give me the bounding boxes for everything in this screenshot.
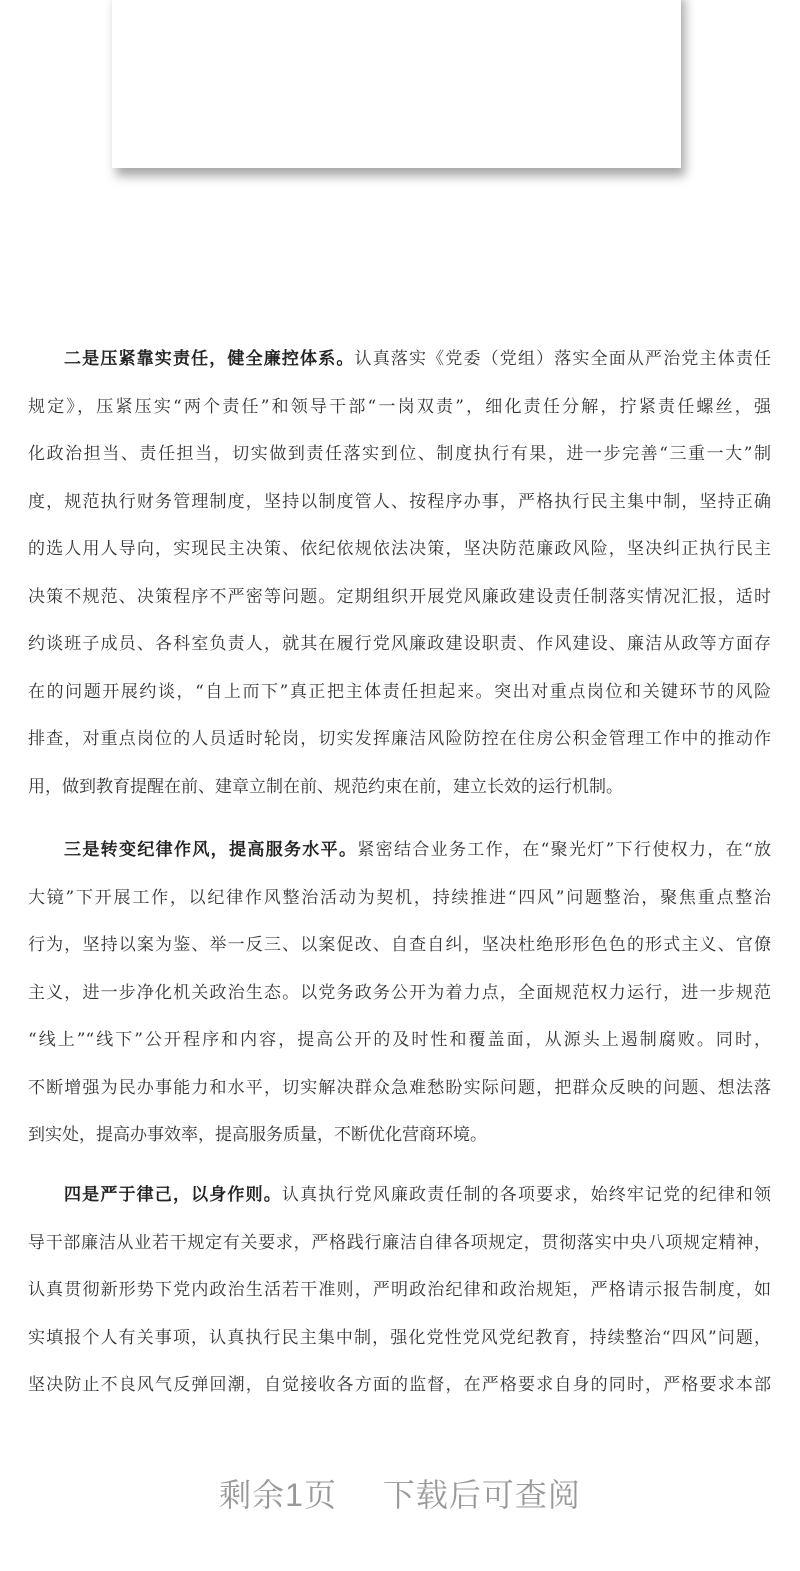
remaining-pages-label: 剩余1页 (219, 1477, 337, 1513)
paragraph-line (28, 395, 771, 419)
paragraph-text: 坚决防止不良风气反弹回潮，自觉接收各方面的监督，在严格要求自身的同时，严格要求本部 (28, 1375, 771, 1395)
paragraph-text: 实填报个人有关事项，认真执行民主集中制，强化党性党风党纪教育，持续整治“四风”问题， (28, 1327, 771, 1348)
download-prompt[interactable] (0, 1470, 800, 1516)
paragraph-text: 度，规范执行财务管理制度，坚持以制度管人、按程序办事，严格执行民主集中制，坚持正确 (28, 491, 771, 512)
paragraph-line (28, 1278, 771, 1302)
paragraph-line (64, 347, 771, 371)
paragraph-line (64, 1183, 771, 1207)
paragraph-text: 认真落实《党委（党组）落实全面从严治党主体责任 (354, 349, 772, 369)
paragraph-text: 规定》，压紧压实“两个责任”和领导干部“一岗双责”，细化责任分解，拧紧责任螺丝，强 (28, 396, 771, 417)
paragraph-line (28, 680, 771, 704)
paragraph-text: 行为，坚持以案为鉴、举一反三、以案促改、自查自纠，坚决杜绝形形色色的形式主义、官僚 (28, 935, 771, 955)
paragraph-text: 认真执行党风廉政责任制的各项要求，始终牢记党的纪律和领 (281, 1185, 772, 1205)
paragraph-line (28, 727, 771, 751)
paragraph-line (28, 775, 771, 799)
paragraph-line (28, 537, 771, 561)
paragraph-heading: 三是转变纪律作风，提高服务水平。 (64, 840, 358, 860)
paragraph-line (28, 1123, 771, 1147)
paragraph-line (28, 632, 771, 656)
paragraph-line (28, 1231, 771, 1255)
paragraph-heading: 二是压紧靠实责任，健全廉控体系。 (64, 349, 355, 369)
paragraph-line (28, 1028, 771, 1052)
paragraph-line (28, 981, 771, 1005)
paragraph-text: 约谈班子成员、各科室负责人，就其在履行党风廉政建设职责、作风建设、廉洁从政等方面存 (28, 634, 771, 654)
paragraph-text: “线上”“线下”公开程序和内容，提高公开的及时性和覆盖面，从源头上遏制腐败。同时， (28, 1030, 771, 1050)
paragraph-line (28, 585, 771, 609)
paragraph-text: 认真贯彻新形势下党内政治生活若干准则，严明政治纪律和政治规矩，严格请示报告制度，如 (28, 1280, 771, 1300)
paragraph-text: 主义，进一步净化机关政治生态。以党务政务公开为着力点，全面规范权力运行，进一步规范 (28, 982, 771, 1003)
paragraph-line (28, 1326, 771, 1350)
paragraph-text: 在的问题开展约谈，“自上而下”真正把主体责任担起来。突出对重点岗位和关键环节的风险 (28, 681, 771, 702)
paragraph-line (28, 1076, 771, 1100)
paragraph-text: 到实处，提高办事效率，提高服务质量，不断优化营商环境。 (28, 1125, 487, 1145)
paragraph-text: 的选人用人导向，实现民主决策、依纪依规依法决策，坚决防范廉政风险，坚决纠正执行民主 (28, 539, 771, 559)
paragraph-text: 决策不规范、决策程序不严密等问题。定期组织开展党风廉政建设责任制落实情况汇报，适时 (28, 586, 771, 607)
paragraph-text: 导干部廉洁从业若干规定有关要求，严格践行廉洁自律各项规定，贯彻落实中央八项规定精神， (28, 1232, 771, 1253)
download-hint-label: 下载后可查阅 (382, 1477, 581, 1513)
paragraph-line (28, 933, 771, 957)
paragraph-text: 化政治担当、责任担当，切实做到责任落实到位、制度执行有果，进一步完善“三重一大”制 (28, 444, 771, 464)
previous-page-card (112, 0, 681, 168)
paragraph-line (28, 1373, 771, 1397)
paragraph-line (28, 490, 771, 514)
paragraph-line (28, 886, 771, 910)
paragraph-text: 大镜”下开展工作，以纪律作风整治活动为契机，持续推进“四风”问题整治，聚焦重点整治 (28, 887, 771, 908)
paragraph-line (28, 442, 771, 466)
paragraph-text: 排查，对重点岗位的人员适时轮岗，切实发挥廉洁风险防控在住房公积金管理工作中的推动作 (28, 729, 771, 749)
paragraph-text: 紧密结合业务工作，在“聚光灯”下行使权力，在“放 (357, 840, 772, 860)
paragraph-text: 不断增强为民办事能力和水平，切实解决群众急难愁盼实际问题，把群众反映的问题、想法落 (28, 1077, 771, 1098)
paragraph-text: 用，做到教育提醒在前、建章立制在前、规范约束在前，建立长效的运行机制。 (28, 776, 623, 797)
paragraph-heading: 四是严于律己，以身作则。 (64, 1185, 282, 1205)
paragraph-line (64, 838, 771, 862)
